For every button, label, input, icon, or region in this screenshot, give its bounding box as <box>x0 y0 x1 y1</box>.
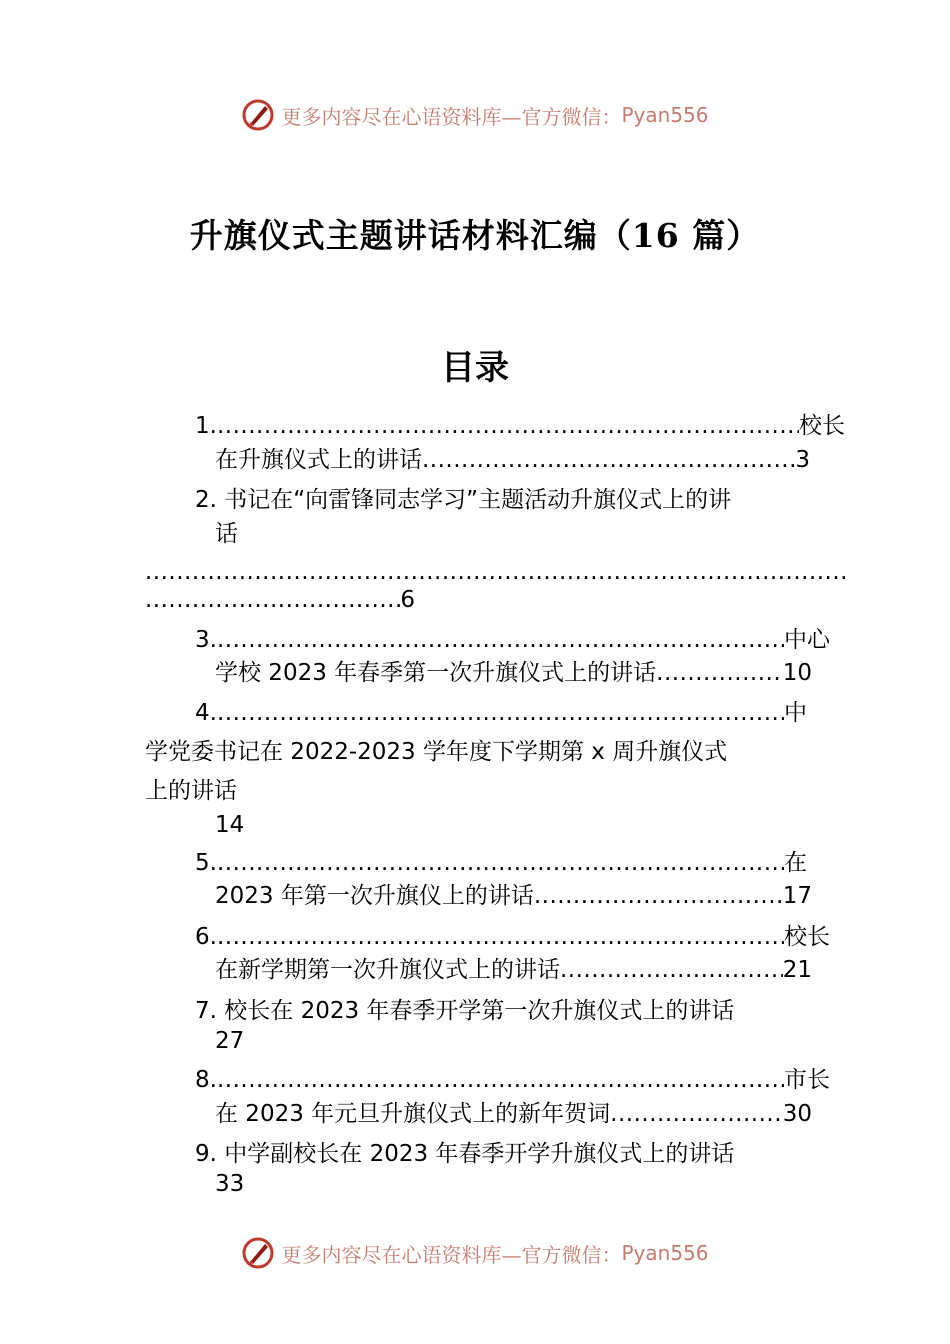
entry-page: 10 <box>782 660 812 686</box>
toc-entry-4-cont2: 上的讲话 <box>145 778 237 804</box>
wechat-id: Pyan556 <box>621 103 709 127</box>
dot-leader <box>217 625 784 655</box>
entry-page: 30 <box>782 1101 812 1127</box>
entry-title: 学校 2023 年春季第一次升旗仪式上的讲话 <box>215 660 657 686</box>
toc-entry-5[interactable] <box>195 848 807 878</box>
entry-number: 8. <box>195 1067 217 1093</box>
toc-entry-3[interactable] <box>195 625 830 655</box>
entry-title: 在新学期第一次升旗仪式上的讲话 <box>215 957 560 983</box>
entry-title: 在 2023 年元旦升旗仪式上的新年贺词 <box>215 1101 611 1127</box>
dot-leader <box>217 698 784 728</box>
toc-entry-6[interactable] <box>195 922 830 952</box>
entry-page: 3 <box>795 447 810 473</box>
entry-page: 27 <box>215 1028 245 1054</box>
entry-number: 5. <box>195 850 217 876</box>
quill-pen-logo-icon <box>241 1236 275 1270</box>
entry-title-start: 市长 <box>784 1067 830 1093</box>
footer-banner <box>0 1233 950 1273</box>
dot-leader <box>534 881 783 911</box>
entry-number: 4. <box>195 700 217 726</box>
entry-title: 在升旗仪式上的讲话 <box>215 447 422 473</box>
toc-entry-5-cont[interactable] <box>215 881 812 911</box>
entry-title-start: 中 <box>784 700 807 726</box>
toc-entry-4-cont: 学党委书记在 2022-2023 学年度下学期第 x 周升旗仪式 <box>145 739 728 765</box>
entry-page: 14 <box>215 812 245 838</box>
toc-entry-1[interactable] <box>195 411 845 441</box>
header-banner <box>0 95 950 135</box>
toc-entry-9[interactable]: 9. 中学副校长在 2023 年春季开学升旗仪式上的讲话 <box>195 1141 735 1167</box>
dot-leader <box>217 848 784 878</box>
entry-title-start: 在 <box>784 850 807 876</box>
dot-leader <box>145 585 400 615</box>
toc-heading: 目录 <box>441 348 509 388</box>
wechat-id: Pyan556 <box>621 1241 709 1265</box>
entry-title: 2023 年第一次升旗仪上的讲话 <box>215 883 534 909</box>
entry-title-start: 校长 <box>799 413 845 439</box>
dot-leader <box>217 411 799 441</box>
entry-number: 6. <box>195 924 217 950</box>
dot-leader <box>217 922 784 952</box>
entry-title-start: 中心 <box>784 627 830 653</box>
banner-text: 更多内容尽在心语资料库—官方微信： <box>281 104 622 129</box>
document-title: 升旗仪式主题讲话材料汇编（16 篇） <box>189 216 761 255</box>
entry-page: 33 <box>215 1171 245 1197</box>
dot-leader <box>217 1065 784 1095</box>
toc-entry-8[interactable] <box>195 1065 830 1095</box>
dot-leader <box>560 955 783 985</box>
banner-text: 更多内容尽在心语资料库—官方微信： <box>281 1242 622 1267</box>
entry-page: 17 <box>782 883 812 909</box>
dot-leader <box>610 1099 783 1129</box>
entry-number: 3. <box>195 627 217 653</box>
entry-page: 21 <box>782 957 812 983</box>
toc-entry-8-cont[interactable] <box>215 1099 812 1129</box>
toc-entry-2-page-row <box>145 585 415 615</box>
entry-number: 1. <box>195 413 217 439</box>
entry-page: 6 <box>400 587 415 613</box>
quill-pen-logo-icon <box>241 98 275 132</box>
toc-entry-4[interactable] <box>195 698 807 728</box>
dot-leader <box>422 445 795 475</box>
toc-entry-3-cont[interactable] <box>215 658 812 688</box>
toc-entry-1-cont[interactable] <box>215 445 810 475</box>
toc-entry-6-cont[interactable] <box>215 955 812 985</box>
toc-entry-2-cont: 话 <box>215 521 238 547</box>
entry-title-start: 校长 <box>784 924 830 950</box>
toc-entry-7[interactable]: 7. 校长在 2023 年春季开学第一次升旗仪式上的讲话 <box>195 998 735 1024</box>
dot-leader <box>656 658 783 688</box>
dot-leader-row <box>145 557 845 587</box>
toc-entry-2[interactable]: 2. 书记在“向雷锋同志学习”主题活动升旗仪式上的讲 <box>195 487 732 513</box>
